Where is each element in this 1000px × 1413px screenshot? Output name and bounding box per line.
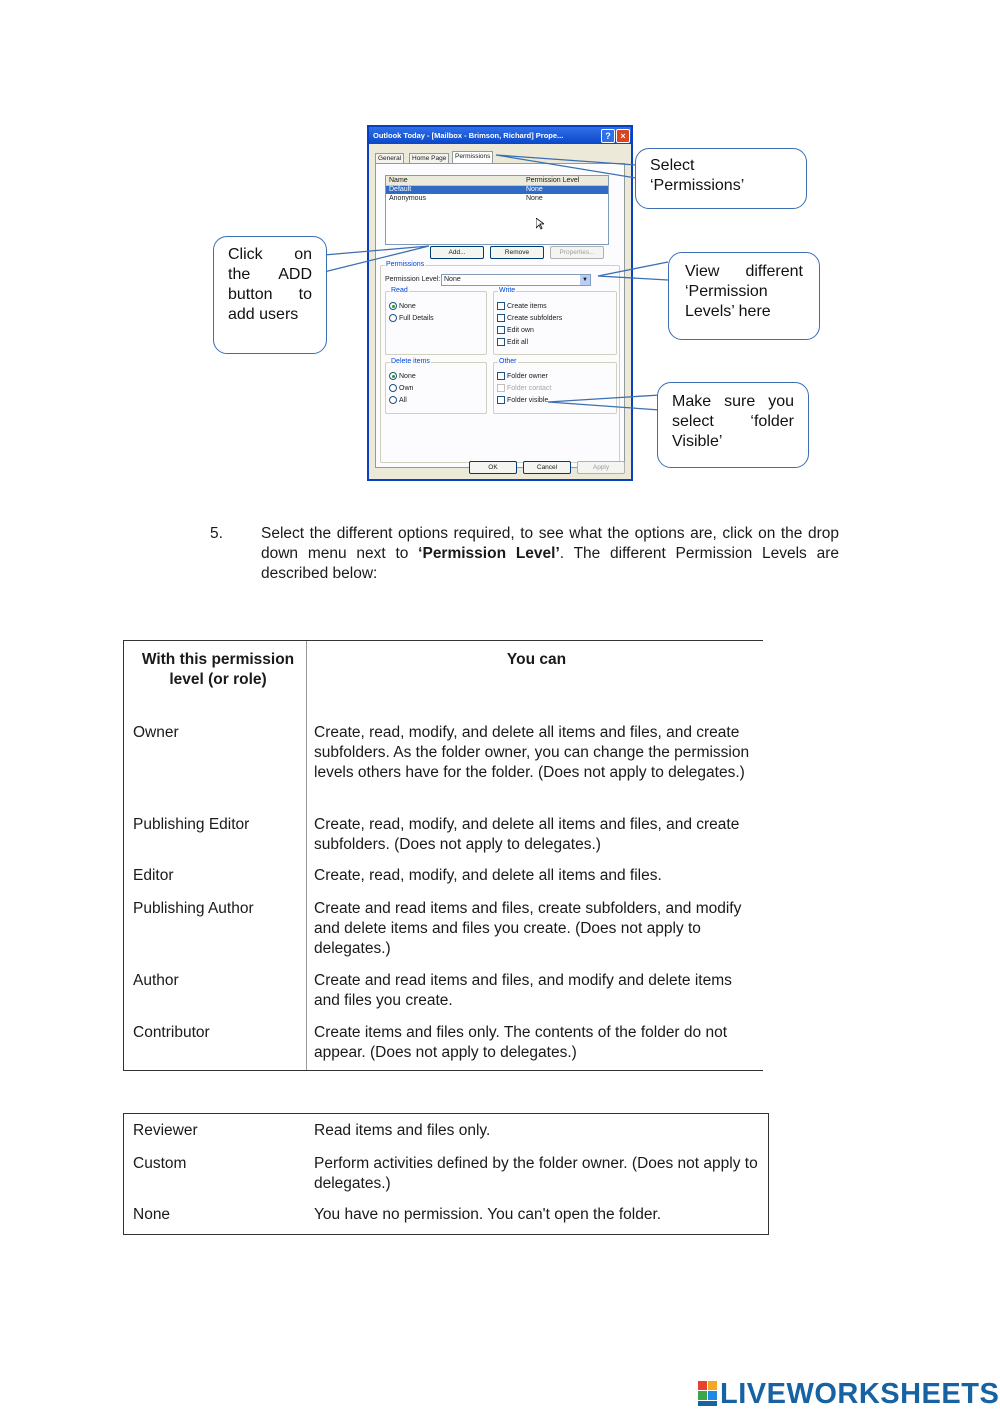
create-items-label: Create items bbox=[507, 302, 547, 310]
remove-button[interactable]: Remove bbox=[490, 246, 544, 259]
step-number: 5. bbox=[210, 525, 223, 542]
list-item-level: None bbox=[526, 195, 543, 202]
read-group-label: Read bbox=[391, 287, 408, 294]
callout-view-levels bbox=[668, 252, 820, 340]
callout-click-add bbox=[213, 236, 327, 354]
step-text-bold: ‘Permission Level’ bbox=[418, 545, 560, 562]
table-row-desc: Create and read items and files, create subfolders, and modify and delete items and files you create. (Does not apply to delegates.) bbox=[314, 900, 742, 957]
delete-group-label: Delete items bbox=[391, 358, 430, 365]
step-text-after: . The different Permission Levels are described below: bbox=[261, 545, 839, 582]
permission-levels-table-continued bbox=[123, 1113, 769, 1235]
liveworksheets-icon bbox=[698, 1381, 718, 1407]
permissions-group-label: Permissions bbox=[386, 261, 425, 268]
table-row-role: Publishing Editor bbox=[133, 816, 250, 833]
properties-button[interactable]: Properties... bbox=[550, 246, 604, 259]
apply-button[interactable]: Apply bbox=[577, 461, 625, 474]
callout-line: ‘Permissions’ bbox=[650, 177, 745, 194]
read-none-label: None bbox=[399, 302, 416, 310]
delete-all-label: All bbox=[399, 396, 407, 404]
delete-none-label: None bbox=[399, 372, 416, 380]
folder-owner-label: Folder owner bbox=[507, 372, 548, 380]
column-permission-level[interactable]: Permission Level bbox=[526, 177, 580, 184]
callout-line: ‘Permission bbox=[685, 283, 768, 300]
step-text-before: Select the different options required, to see what the options are, click on the drop down menu next to bbox=[261, 525, 839, 562]
table-row-desc: Create, read, modify, and delete all items and files, and create subfolders. (Does not apply to delegates.) bbox=[314, 816, 740, 853]
step-instructions bbox=[261, 524, 839, 584]
tab-home-page[interactable]: Home Page bbox=[409, 153, 449, 164]
folder-contact-label: Folder contact bbox=[507, 384, 552, 392]
folder-visible-label: Folder visible bbox=[507, 396, 549, 404]
permission-level-value: None bbox=[444, 276, 461, 283]
other-group-label: Other bbox=[499, 358, 517, 365]
liveworksheets-logo bbox=[698, 1378, 1000, 1410]
table-row-role: Editor bbox=[133, 867, 174, 884]
visible-pointer bbox=[548, 395, 660, 410]
table-row-role: Custom bbox=[133, 1155, 187, 1172]
tab-general[interactable]: General bbox=[375, 153, 404, 164]
dialog-title: Outlook Today - [Mailbox - Brimson, Richard] Prope... bbox=[373, 131, 564, 140]
add-button[interactable]: Add... bbox=[430, 246, 484, 259]
close-icon[interactable]: × bbox=[616, 129, 630, 143]
help-icon[interactable]: ? bbox=[601, 129, 615, 143]
permission-level-label: Permission Level: bbox=[385, 276, 441, 283]
write-group-label: Write bbox=[499, 287, 516, 294]
delete-own-label: Own bbox=[399, 384, 414, 392]
callout-line: Levels’ here bbox=[685, 303, 771, 320]
edit-all-label: Edit all bbox=[507, 338, 529, 346]
brand-name: LIVEWORKSHEETS bbox=[720, 1378, 1000, 1410]
callout-line: View different bbox=[685, 263, 803, 280]
callout-line: the ADD bbox=[228, 266, 312, 283]
table-row-desc: Create and read items and files, and modify and delete items and files you create. bbox=[314, 972, 732, 1009]
header-you-can: You can bbox=[506, 651, 567, 668]
table-row-desc: Create, read, modify, and delete all items and files. bbox=[314, 867, 662, 884]
levels-pointer bbox=[598, 262, 668, 280]
header-role: With this permission level (or role) bbox=[141, 651, 295, 688]
table-row-role: Contributor bbox=[133, 1024, 210, 1041]
table-row-role: Reviewer bbox=[133, 1122, 198, 1139]
table-row-desc: Perform activities defined by the folder owner. (Does not apply to delegates.) bbox=[314, 1155, 758, 1192]
list-item-name: Default bbox=[389, 186, 412, 193]
callout-pointers bbox=[0, 0, 1000, 520]
column-name[interactable]: Name bbox=[389, 177, 408, 184]
callout-line: add users bbox=[228, 306, 299, 323]
table-row-role: None bbox=[133, 1206, 171, 1223]
callout-line: Click on bbox=[228, 246, 312, 263]
read-full-details-label: Full Details bbox=[399, 314, 434, 322]
create-subfolders-label: Create subfolders bbox=[507, 314, 563, 322]
tab-permissions[interactable]: Permissions bbox=[452, 151, 493, 164]
callout-line: select ‘folder bbox=[672, 413, 794, 430]
table-row-role: Owner bbox=[133, 724, 179, 741]
permissions-pointer bbox=[496, 155, 636, 178]
table-row-role: Publishing Author bbox=[133, 900, 254, 917]
table-row-desc: Create items and files only. The contents of the folder do not appear. (Does not apply to delegates.) bbox=[314, 1024, 727, 1061]
ok-button[interactable]: OK bbox=[469, 461, 517, 474]
callout-folder-visible bbox=[657, 382, 809, 468]
callout-line: Visible’ bbox=[672, 433, 723, 450]
table-row-role: Author bbox=[133, 972, 179, 989]
callout-line: button to bbox=[228, 286, 312, 303]
cancel-button[interactable]: Cancel bbox=[523, 461, 571, 474]
list-item-name: Anonymous bbox=[389, 195, 426, 202]
edit-own-label: Edit own bbox=[507, 326, 534, 334]
callout-select-permissions bbox=[635, 148, 807, 209]
table-row-desc: Read items and files only. bbox=[314, 1122, 491, 1139]
column-divider bbox=[306, 641, 307, 1070]
callout-line: Select bbox=[650, 157, 695, 174]
callout-line: Make sure you bbox=[672, 393, 794, 410]
permission-levels-table bbox=[123, 640, 763, 1071]
table-row-desc: Create, read, modify, and delete all items and files, and create subfolders. As the folder owner, you can change the permission levels others have for the folder. (Does not apply to delegates.) bbox=[314, 724, 750, 781]
table-row-desc: You have no permission. You can't open the folder. bbox=[314, 1206, 662, 1223]
chevron-down-icon[interactable]: ▼ bbox=[580, 275, 590, 285]
add-pointer bbox=[324, 246, 429, 272]
list-item-level: None bbox=[526, 186, 543, 193]
